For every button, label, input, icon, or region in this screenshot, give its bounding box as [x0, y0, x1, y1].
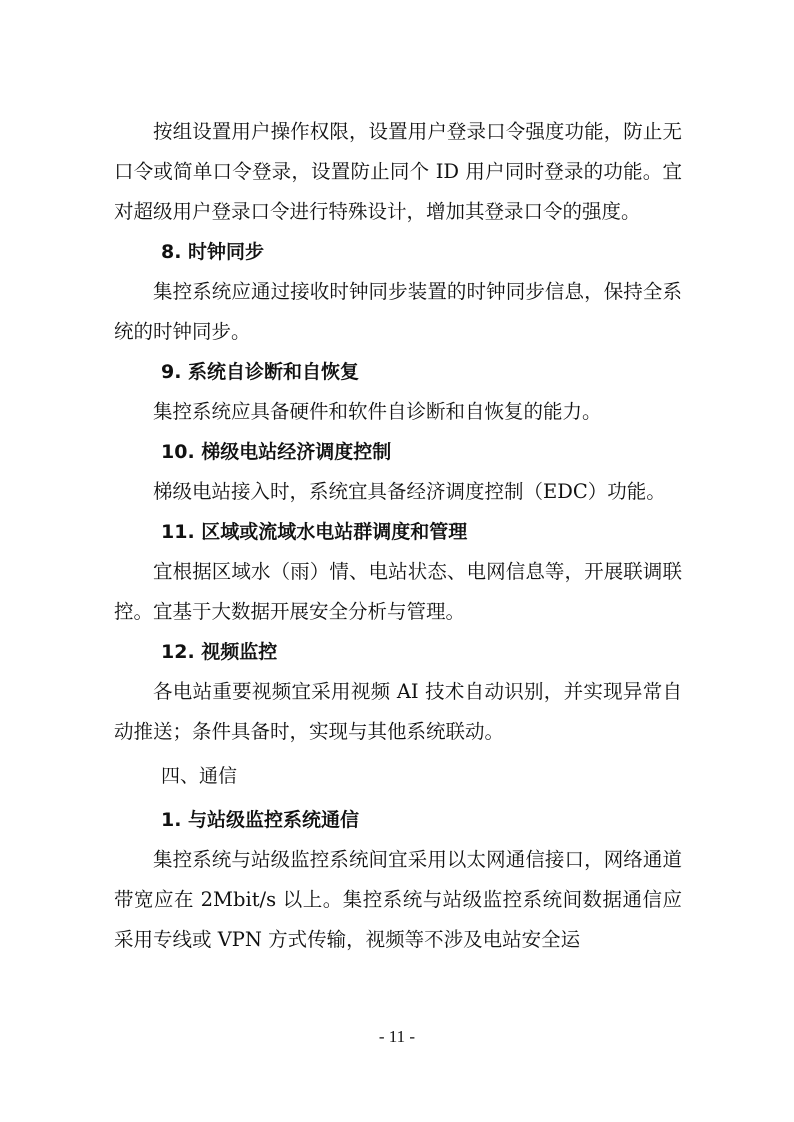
paragraph-clock-sync: 集控系统应通过接收时钟同步装置的时钟同步信息，保持全系统的时钟同步。 [114, 280, 682, 343]
heading-clock-sync: 8. 时钟同步 [161, 241, 265, 263]
heading-video-monitoring: 12. 视频监控 [161, 641, 278, 663]
document-body [114, 112, 682, 960]
heading-regional-dispatch: 11. 区域或流域水电站群调度和管理 [161, 521, 468, 543]
heading-self-diagnosis: 9. 系统自诊断和自恢复 [161, 361, 360, 383]
paragraph-user-permissions: 按组设置用户操作权限，设置用户登录口令强度功能，防止无口令或简单口令登录，设置防止同个 ID 用户同时登录的功能。宜对超级用户登录口令进行特殊设计，增加其登录口令的强度。 [114, 120, 682, 223]
page-number: - 11 - [378, 1027, 416, 1046]
paragraph-edc: 梯级电站接入时，系统宜具备经济调度控制（EDC）功能。 [153, 480, 666, 503]
section-heading-communication: 四、通信 [161, 765, 238, 787]
paragraph-self-diagnosis: 集控系统应具备硬件和软件自诊断和自恢复的能力。 [153, 400, 602, 423]
heading-edc: 10. 梯级电站经济调度控制 [161, 441, 392, 463]
paragraph-video-monitoring: 各电站重要视频宜采用视频 AI 技术自动识别，并实现异常自动推送；条件具备时，实现与其他系统联动。 [114, 680, 682, 743]
paragraph-regional-dispatch: 宜根据区域水（雨）情、电站状态、电网信息等，开展联调联控。宜基于大数据开展安全分析与管理。 [114, 560, 682, 623]
paragraph-station-communication: 集控系统与站级监控系统间宜采用以太网通信接口，网络通道带宽应在 2Mbit/s 以上。集控系统与站级监控系统间数据通信应采用专线或 VPN 方式传输，视频等不涉及电站安全运 [114, 848, 682, 951]
heading-station-communication: 1. 与站级监控系统通信 [161, 809, 360, 831]
